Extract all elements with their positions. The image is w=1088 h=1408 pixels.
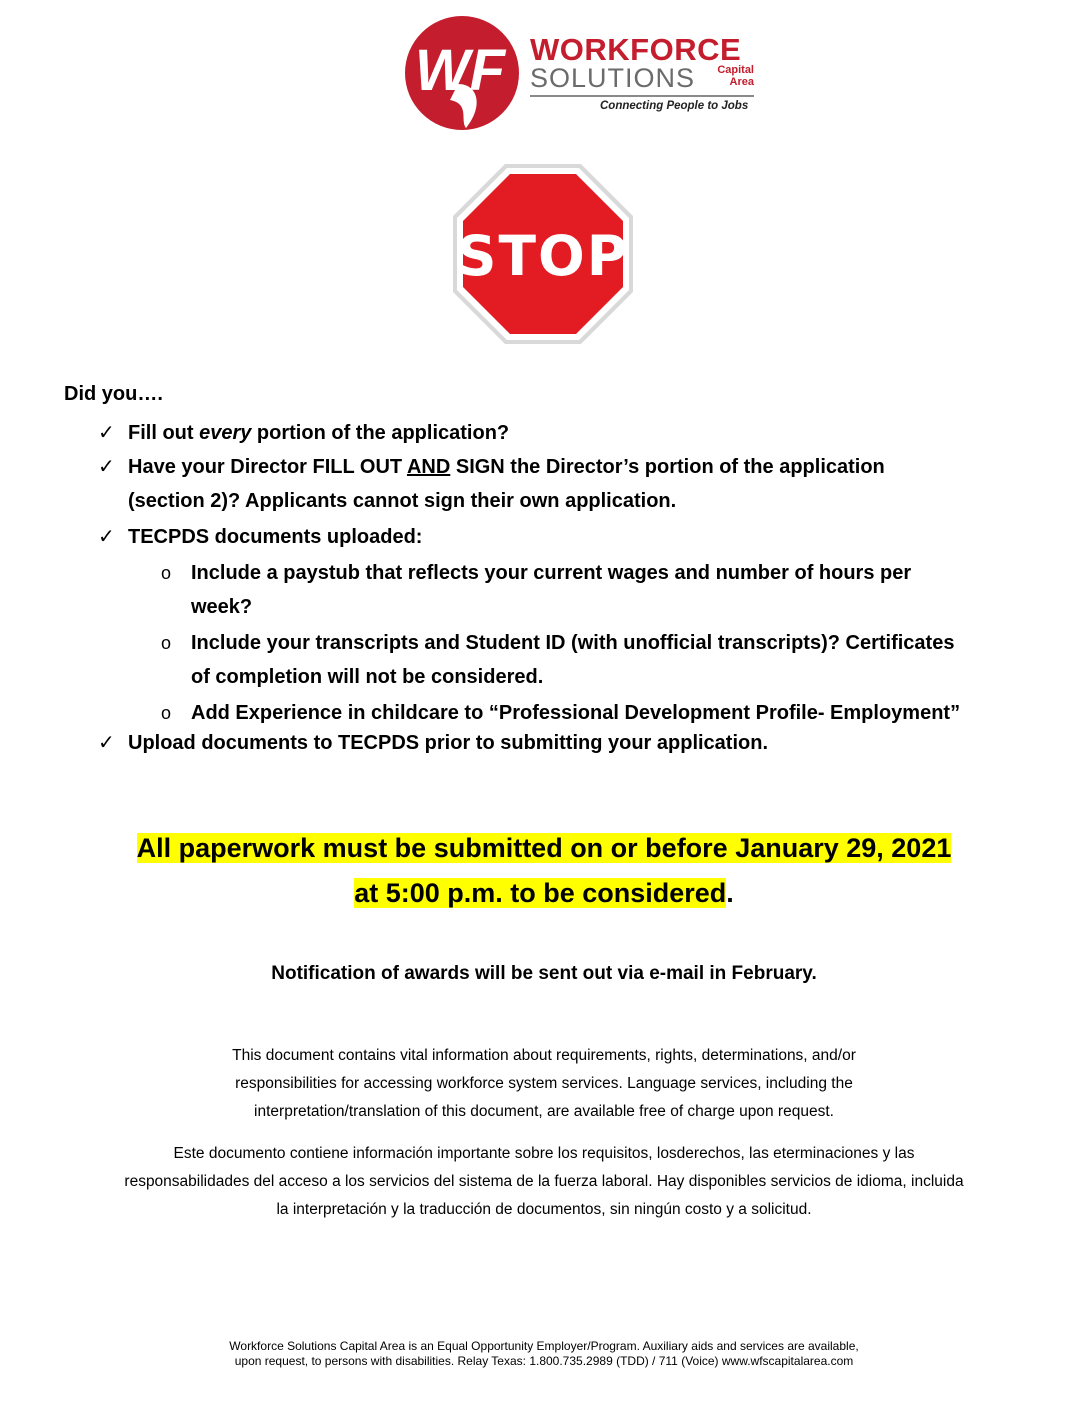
sub1-line1: Include a paystub that reflects your current wages and number of hours per [191,562,912,584]
logo-area-text: Area [729,75,754,88]
footer-line1: Workforce Solutions Capital Area is an Equal Opportunity Employer/Program. Auxiliary aids and services are available, [229,1339,859,1353]
item2-line2: (section 2)? Applicants cannot sign their own application. [128,490,677,512]
award-notification: Notification of awards will be sent out via e-mail in February. [271,963,817,984]
logo-initials: WF [414,38,506,103]
logo-capital-area-text [710,65,754,88]
item1-emphasis: every [199,422,252,444]
vital-info-english [120,1042,968,1126]
checkmark-icon: ✓ [98,526,115,548]
wf-logo-mark-icon [400,14,526,132]
logo-solutions-text: SOLUTIONS [530,63,696,93]
checklist-item-director-sign [98,450,885,518]
logo-capital-text: Capital [717,64,754,76]
sub-item-experience [161,696,961,730]
deadline-period: . [726,878,734,908]
item1-text-after: portion of the application? [251,422,510,444]
checkmark-icon: ✓ [98,422,115,444]
item2-line1-after: SIGN the Director’s portion of the application [450,456,885,478]
deadline-notice [0,826,1088,916]
bullet-circle-icon: o [161,703,172,723]
vital-en-line1: This document contains vital information about requirements, rights, determinations, and/or [232,1047,856,1064]
logo-workforce-text: WORKFORCE [530,32,742,67]
sub2-line2: of completion will not be considered. [191,666,544,688]
sub-item-transcripts [161,626,955,694]
eeo-footer [120,1339,968,1369]
checklist-heading: Did you…. [64,383,163,405]
sub2-line1: Include your transcripts and Student ID (with unofficial transcripts)? Certificates [191,632,955,654]
vital-es-line2: responsabilidades del acceso a los servicios del sistema de la fuerza laboral. Hay disponibles servicios de idioma, incluida [124,1173,964,1190]
sub1-line2: week? [191,596,253,618]
vital-en-line3: interpretation/translation of this document, are available free of charge upon request. [254,1103,834,1120]
checkmark-icon: ✓ [98,732,115,754]
item2-underlined: AND [406,456,451,478]
item1-text-before: Fill out [128,422,200,444]
checklist-item-fill-out [98,416,510,450]
bullet-circle-icon: o [161,563,172,583]
sub-item-paystub [161,556,912,624]
checkmark-icon: ✓ [98,456,115,478]
checklist-item-tecpds-uploaded [98,520,423,554]
checklist-item-upload-prior [98,726,769,760]
vital-es-line1: Este documento contiene información importante sobre los requisitos, losderechos, las eterminaciones y las [173,1145,915,1162]
vital-es-line3: la interpretación y la traducción de documentos, sin ningún costo y a solicitud. [276,1201,812,1218]
footer-line2: upon request, to persons with disabilities. Relay Texas: 1.800.735.2989 (TDD) / 711 (Voice) www.wfscapitalarea.com [234,1354,854,1368]
deadline-line1: All paperwork must be submitted on or before January 29, 2021 [136,833,952,863]
item4-text: Upload documents to TECPDS prior to submitting your application. [128,732,769,754]
logo-tagline: Connecting People to Jobs [600,100,749,112]
bullet-circle-icon: o [161,633,172,653]
workforce-solutions-logo [400,14,760,134]
logo-divider [530,95,754,97]
item3-text: TECPDS documents uploaded: [128,526,423,548]
vital-en-line2: responsibilities for accessing workforce system services. Language services, including the [235,1075,853,1092]
sub3-text: Add Experience in childcare to “Professional Development Profile- Employment” [191,702,961,724]
stop-sign-icon [451,162,635,346]
vital-info-spanish [40,1140,1048,1224]
deadline-line2: at 5:00 p.m. to be considered [354,878,727,908]
logo-wordmark [530,34,760,130]
item2-line1-before: Have your Director FILL OUT [128,456,407,478]
stop-sign-label: STOP [456,224,630,288]
